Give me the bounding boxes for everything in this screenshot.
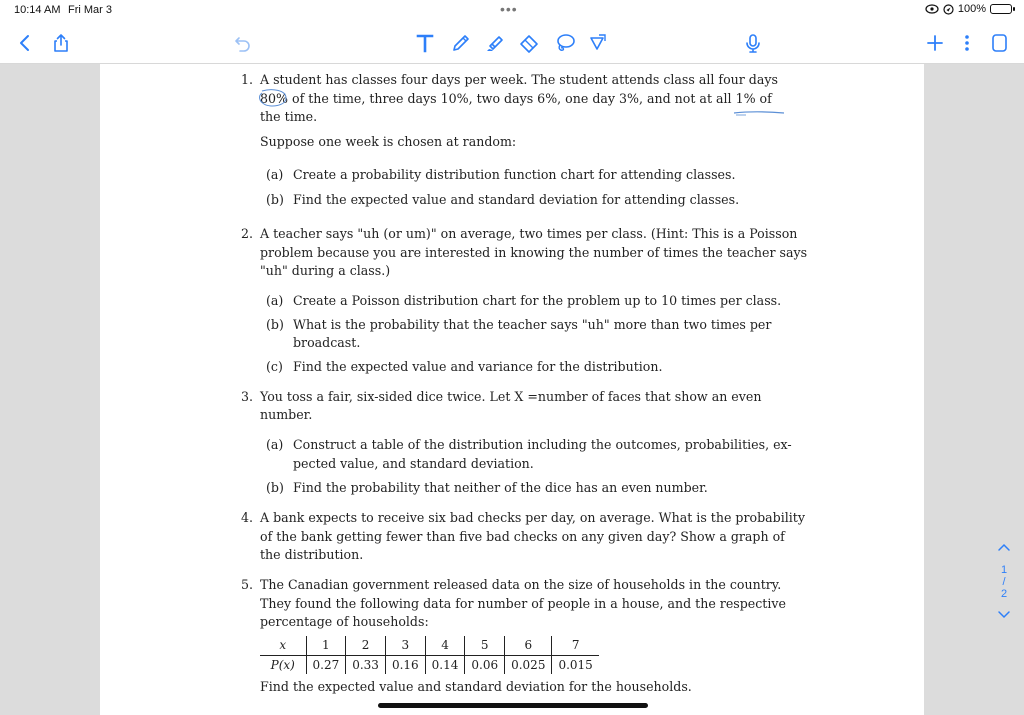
table-cell: 7 [552,636,599,655]
ink-circle-annotation [256,88,290,110]
share-button[interactable] [48,30,74,56]
q3a-text: pected value, and standard deviation. [293,456,534,471]
highlighter-tool-button[interactable] [482,30,508,56]
table-cell: 0.16 [385,655,425,674]
status-date: Fri Mar 3 [68,4,112,16]
chevron-up-icon [997,542,1011,552]
page-up-button[interactable] [994,540,1014,554]
page-separator: / [1002,576,1006,588]
page-total: 2 [1000,588,1008,600]
eraser-tool-button[interactable] [516,30,542,56]
q3b-text: Find the probability that neither of the dice has an even number. [293,480,708,495]
q5-final-prompt: Find the expected value and standard deviation for the households. [260,679,692,694]
q5-text: The Canadian government released data on the size of households in the country. [260,577,782,592]
location-icon [943,4,954,15]
q1-number: 1. [241,72,254,87]
shapes-icon [586,32,608,54]
q1a-text: Create a probability distribution function chart for attending classes. [293,167,736,182]
table-row-label: x [260,636,306,655]
lasso-icon [554,32,576,54]
text-tool-icon [414,32,436,54]
q5-text: They found the following data for number of people in a house, and the respective [260,596,786,611]
table-cell: 5 [465,636,505,655]
q2a-label: (a) [266,293,284,308]
table-cell: 4 [425,636,465,655]
battery-icon [990,4,1012,14]
table-cell: 3 [385,636,425,655]
q2b-label: (b) [266,317,284,332]
q3-text: number. [260,407,313,422]
q2-text: A teacher says "uh (or um)" on average, two times per class. (Hint: This is a Poisson [260,226,798,241]
table-cell: 1 [306,636,346,655]
q1-text: A student has classes four days per week. The student attends class all four days [260,72,778,87]
undo-icon [232,32,254,54]
status-right [925,3,1012,15]
home-indicator[interactable] [378,703,648,708]
q2c-text: Find the expected value and variance for the distribution. [293,359,663,374]
more-vertical-icon [956,32,978,54]
q2a-text: Create a Poisson distribution chart for the problem up to 10 times per class. [293,293,782,308]
page-current: 1 [1000,564,1008,576]
q3a-text: Construct a table of the distribution including the outcomes, probabilities, ex- [293,437,792,452]
status-time: 10:14 AM [14,4,61,16]
table-cell: 0.025 [505,655,552,674]
household-distribution-table [260,636,599,674]
table-cell: 2 [346,636,386,655]
record-audio-button[interactable] [740,30,766,56]
q1b-text: Find the expected value and standard deviation for attending classes. [293,192,740,207]
table-row [260,655,599,674]
status-bar [0,0,1024,22]
lasso-tool-button[interactable] [552,30,578,56]
q1-text: 80% of the time, three days 10%, two days 6%, one day 3%, and not at all 1% of [260,91,772,106]
table-cell: 0.06 [465,655,505,674]
eraser-icon [518,32,540,54]
multitasking-dots[interactable]: ••• [500,1,518,17]
table-cell: 0.27 [306,655,346,674]
table-cell: 6 [505,636,552,655]
q1b-label: (b) [266,192,284,207]
q2-number: 2. [241,226,254,241]
q4-text: the distribution. [260,547,364,562]
pen-icon [450,32,472,54]
document-page[interactable] [100,64,924,715]
table-cell: 0.33 [346,655,386,674]
pen-tool-button[interactable] [448,30,474,56]
plus-icon [924,32,946,54]
q1a-label: (a) [266,167,284,182]
q1-prompt: Suppose one week is chosen at random: [260,134,517,149]
chevron-down-icon [997,610,1011,620]
q2b-text: What is the probability that the teacher says "uh" more than two times per [293,317,772,332]
share-icon [50,32,72,54]
more-button[interactable] [954,30,980,56]
table-row-label: P(x) [270,657,295,672]
q2-text: problem because you are interested in knowing the number of times the teacher says [260,245,808,260]
back-button[interactable] [12,30,38,56]
q2-text: "uh" during a class.) [260,263,391,278]
q5-text: percentage of households: [260,614,429,629]
q2c-label: (c) [266,359,283,374]
table-row [260,636,599,655]
ink-underline-annotation [732,109,792,117]
highlighter-icon [484,32,506,54]
q2b-text: broadcast. [293,335,361,350]
problem-set [100,64,924,715]
page-margin-left [0,64,100,715]
q4-text: A bank expects to receive six bad checks per day, on average. What is the probability [260,510,805,525]
q3a-label: (a) [266,437,284,452]
toolbar [0,22,1024,64]
pencil-connected-icon [925,4,939,14]
microphone-icon [742,32,764,54]
undo-button[interactable] [230,30,256,56]
q3-number: 3. [241,389,254,404]
q1-text: the time. [260,109,318,124]
add-page-button[interactable] [922,30,948,56]
table-cell: 0.015 [552,655,599,674]
shapes-tool-button[interactable] [584,30,610,56]
text-tool-button[interactable] [412,30,438,56]
q5-number: 5. [241,577,254,592]
page-view-button[interactable] [986,30,1012,56]
q4-text: of the bank getting fewer than five bad checks on any given day? Show a graph of [260,529,785,544]
page-down-button[interactable] [994,608,1014,622]
page-navigator [994,540,1014,622]
q3b-label: (b) [266,480,284,495]
table-cell: 0.14 [425,655,465,674]
page-view-icon [988,32,1010,54]
q4-number: 4. [241,510,254,525]
battery-percent: 100% [957,3,986,15]
q3-text: You toss a fair, six-sided dice twice. Let X =number of faces that show an even [260,389,762,404]
chevron-left-icon [14,32,36,54]
